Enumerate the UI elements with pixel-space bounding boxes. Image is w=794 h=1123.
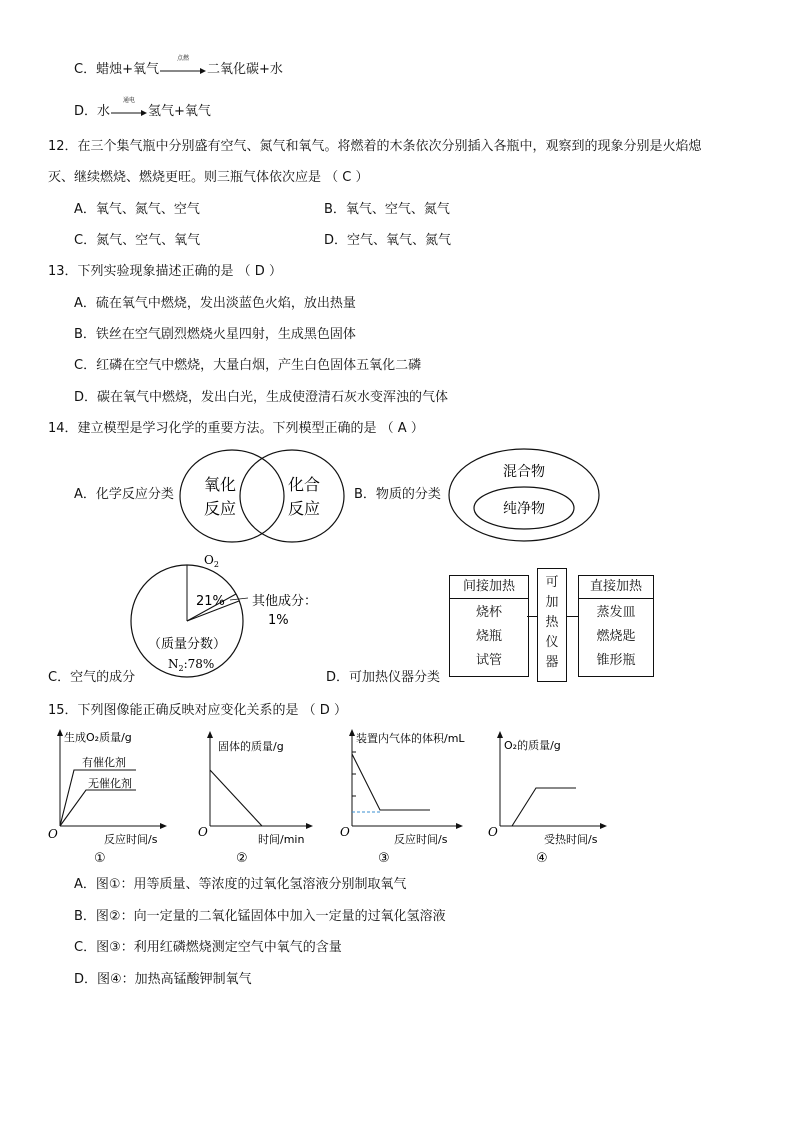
venn-left-text-1: 氧化 [203,475,237,494]
reaction-condition: 点燃 [176,54,189,62]
q12-option-d: D．空气、氧气、氮气 [324,233,452,248]
products: 氢气+氧气 [148,104,211,119]
indirect-item: 烧瓶 [475,629,502,644]
direct-item: 燃烧匙 [596,629,636,644]
indirect-heating-title: 间接加热 [450,576,528,599]
option-label: D． [74,104,98,119]
venn-right-text-1: 化合 [287,475,321,494]
y-axis-arrow [57,729,63,736]
pure-substance-label: 纯净物 [503,501,545,517]
reactants: 水 [97,104,111,119]
q14-option-d-label: D．可加热仪器分类 [326,670,441,685]
mixture-label: 混合物 [503,464,545,480]
q14-option-c-label: C．空气的成分 [48,670,136,685]
q12-stem-line1: 12．在三个集气瓶中分别盛有空气、氮气和氧气。将燃着的木条依次分别插入各瓶中，观察到的现象分别是火焰熄 [48,139,702,154]
g2-line [210,770,262,826]
center-char: 可 [545,575,559,590]
q13-option-c: C．红磷在空气中燃烧，大量白烟，产生白色固体五氧化二磷 [74,358,422,373]
reaction-arrow [160,54,206,77]
g1-label-catalyst: 有催化剂 [82,756,126,769]
q14-option-a-label: A．化学反应分类 [74,487,174,502]
center-char: 仪 [545,635,559,650]
q13-option-a: A．硫在氧气中燃烧，发出淡蓝色火焰，放出热量 [74,296,356,311]
q12-option-c: C．氮气、空气、氧气 [74,233,201,248]
venn-circle-oxidation [180,450,284,542]
q13-option-b: B．铁丝在空气剧烈燃烧火星四射，生成黑色固体 [74,327,356,342]
center-char: 器 [545,655,559,670]
venn-circle-combination [240,450,344,542]
center-char: 加 [545,595,559,610]
g3-ylabel: 装置内气体的体积/mL [356,732,465,745]
pie-mass-fraction-label: （质量分数） [147,637,227,652]
q12-stem-line2: 灭、继续燃烧、燃烧更旺。则三瓶气体依次应是 （ C ） [48,170,369,185]
g1-label-no-catalyst: 无催化剂 [88,777,132,790]
center-char: 热 [545,615,559,630]
x-axis-arrow [306,823,313,829]
q15-option-d: D．图④：加热高锰酸钾制氧气 [74,972,252,987]
venn-right-text-2: 反应 [287,499,321,518]
q11-option-d [74,96,211,121]
direct-heating-title: 直接加热 [579,576,653,599]
q11-option-c [74,54,283,79]
g2-xlabel: 时间/min [258,833,305,846]
g1-number: ① [94,851,106,866]
q15-option-c: C．图③：利用红磷燃烧测定空气中氧气的含量 [74,940,342,955]
q12-option-a: A．氧气、氮气、空气 [74,202,200,217]
heatable-apparatus-box [537,568,567,682]
venn-left-text-2: 反应 [203,499,237,518]
g4-ylabel: O₂的质量/g [504,739,561,752]
mixture-ellipse [449,449,599,541]
y-axis-arrow [207,731,213,738]
q15-option-b: B．图②：向一定量的二氧化锰固体中加入一定量的过氧化氢溶液 [74,909,446,924]
q15-stem: 15．下列图像能正确反映对应变化关系的是 （ D ） [48,703,347,718]
indirect-item: 试管 [475,653,502,668]
g3-origin: O [340,825,350,839]
g2-origin: O [198,825,208,839]
g4-xlabel: 受热时间/s [544,833,598,846]
indirect-item: 烧杯 [475,605,502,620]
pie-other-label: 其他成分： [252,594,318,609]
reaction-condition: 通电 [123,96,136,104]
connector-right [566,616,578,617]
pie-other-percent: 1% [268,613,289,628]
x-axis-arrow [600,823,607,829]
venn-diagram [176,446,348,546]
g1-line-without-catalyst [60,790,136,826]
g3-line [352,754,430,810]
g4-origin: O [488,825,498,839]
direct-heating-box [578,575,654,677]
graph-2 [196,728,336,868]
substance-classification-diagram [446,446,602,544]
g2-number: ② [236,851,248,866]
q13-stem: 13．下列实验现象描述正确的是 （ D ） [48,264,282,279]
air-composition-pie [130,552,330,680]
g3-number: ③ [378,851,390,866]
indirect-heating-box [449,575,529,677]
y-axis-arrow [497,731,503,738]
q14-stem: 14．建立模型是学习化学的重要方法。下列模型正确的是 （ A ） [48,421,424,436]
q15-option-a: A．图①：用等质量、等浓度的过氧化氢溶液分别制取氧气 [74,877,407,892]
g1-ylabel: 生成O₂质量/g [64,731,132,744]
pie-n2-label: $N_2:78\%$ [168,657,215,673]
graph-1 [44,728,184,868]
connector-left [527,616,537,617]
graph-4 [484,728,624,868]
x-axis-arrow [160,823,167,829]
x-axis-arrow [456,823,463,829]
q12-option-b: B．氧气、空气、氮气 [324,202,450,217]
g1-xlabel: 反应时间/s [104,833,158,846]
q13-option-d: D．碳在氧气中燃烧，发出白光，生成使澄清石灰水变浑浊的气体 [74,390,449,405]
y-axis-arrow [349,729,355,736]
q14-option-b-label: B．物质的分类 [354,487,441,502]
g1-origin: O [48,827,58,841]
pie-o2-label: $O_2$ [204,553,219,569]
g4-number: ④ [536,851,548,866]
reaction-arrow [111,96,147,119]
g3-xlabel: 反应时间/s [394,833,448,846]
option-label: C． [74,62,97,77]
g2-ylabel: 固体的质量/g [218,740,284,753]
pie-o2-percent: 21% [196,594,225,609]
g4-line [512,788,576,826]
graph-3 [338,728,488,868]
direct-item: 蒸发皿 [596,605,636,620]
direct-item: 锥形瓶 [596,653,636,668]
reactants: 蜡烛+氧气 [96,62,159,77]
products: 二氧化碳+水 [206,62,283,77]
